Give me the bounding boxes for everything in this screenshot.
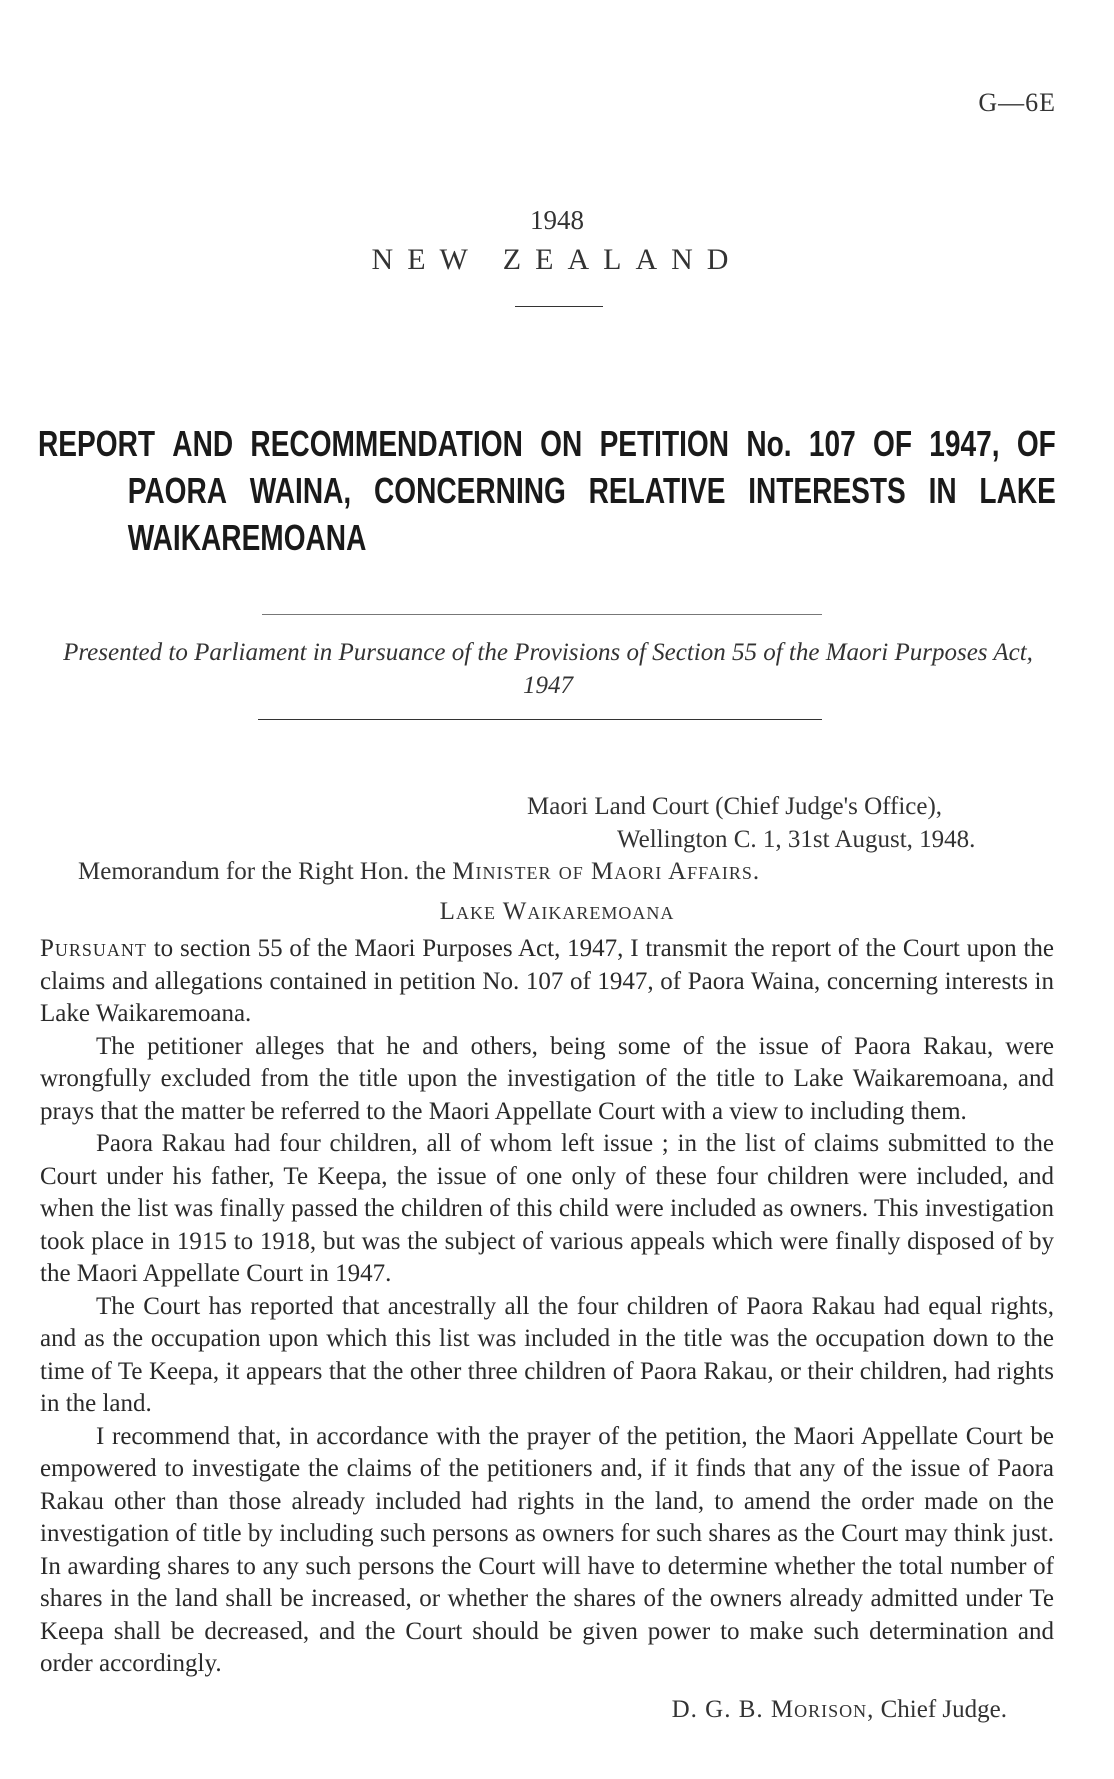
title-line-2 [38,467,1056,514]
title-word: PAORA [127,470,228,511]
title-word: 107 [808,423,856,464]
title-word: ON [540,423,583,464]
signatory-title: Chief Judge. [874,1696,1007,1723]
title-word: AND [172,423,234,464]
address-line-1: Maori Land Court (Chief Judge's Office), [527,793,943,820]
paragraph: Paora Rakau had four children, all of whom left issue ; in the list of claims submitted to the Court under his father, Te Keepa, the issue of one only of these four children were included, and when the list was finally passed the children of this child were included as owners. This investigation took place in 1915 to 1918, but was the subject of various appeals which were finally disposed of by the Maori Appellate Court in 1947. [40,1130,1054,1287]
divider-rule [515,306,603,307]
document-code: G—6E [978,88,1056,117]
sender-address [527,790,975,856]
paragraph [40,933,1054,1031]
memo-body [40,933,1054,1681]
title-word: RELATIVE [588,470,726,511]
title-word: No. [746,423,792,464]
title-line-3: WAIKAREMOANA [127,517,367,558]
title-word: LAKE [979,470,1056,511]
signature [672,1696,1007,1724]
report-title [38,420,1056,561]
divider-rule [258,719,822,720]
title-word: REPORT [38,423,156,464]
title-word: PETITION [599,423,730,464]
memorandum-addressee: Minister of Maori Affairs. [452,858,761,885]
paragraph: The Court has reported that ancestrally all the four children of Paora Rakau had equal rights, and as the occupation upon which this list was included in the title was the occupation down to the time of Te Keepa, it appears that the other three children of Paora Rakau, or their children, had rights in the land. [40,1292,1054,1417]
title-word: 1947, [929,423,1000,464]
document-year: 1948 [530,205,584,235]
paragraph: The petitioner alleges that he and others, being some of the issue of Paora Rakau, were wrongfully excluded from the title upon the investigation of the title to Lake Waikaremoana, and prays that the matter be referred to the Maori Appellate Court with a view to including them. [40,1032,1054,1125]
title-word: OF [873,423,913,464]
memorandum-line [78,858,760,886]
paragraph-text: to section 55 of the Maori Purposes Act, 1947, I transmit the report of the Court upon the claims and allegations contained in petition No. 107 of 1947, of Paora Waina, concerning interests in Lake Waikaremoana. [40,935,1054,1027]
address-line-2: Wellington C. 1, 31st August, 1948. [617,826,976,853]
signatory-name: D. G. B. Morison, [671,1696,875,1723]
paragraph-lead: Pursuant [40,935,147,962]
title-word: WAINA, [249,470,352,511]
country-heading: NEW ZEALAND [371,243,743,276]
title-word: IN [928,470,957,511]
title-line-1 [38,420,1056,467]
memorandum-prefix: Memorandum for the Right Hon. the [78,858,446,885]
title-word: RECOMMENDATION [250,423,523,464]
subheading: Lake Waikaremoana [439,898,675,925]
title-word: OF [1016,423,1056,464]
presented-statement: Presented to Parliament in Pursuance of the Provisions of Section 55 of the Maori Purposes Act, 1947 [63,639,1033,699]
title-word: INTERESTS [748,470,906,511]
paragraph: I recommend that, in accordance with the prayer of the petition, the Maori Appellate Court be empowered to investigate the claims of the petitioners and, if it finds that any of the issue of Paora Rakau other than those already included had rights in the land, to amend the order made on the investigation of title by including such persons as owners for such shares as the Court may think just. In awarding shares to any such persons the Court will have to determine whether the total number of shares in the land shall be increased, or whether the shares of the owners already admitted under Te Keepa shall be decreased, and the Court should be given power to make such determination and order accordingly. [40,1422,1054,1677]
divider-rule [262,614,822,615]
title-word: CONCERNING [373,470,566,511]
